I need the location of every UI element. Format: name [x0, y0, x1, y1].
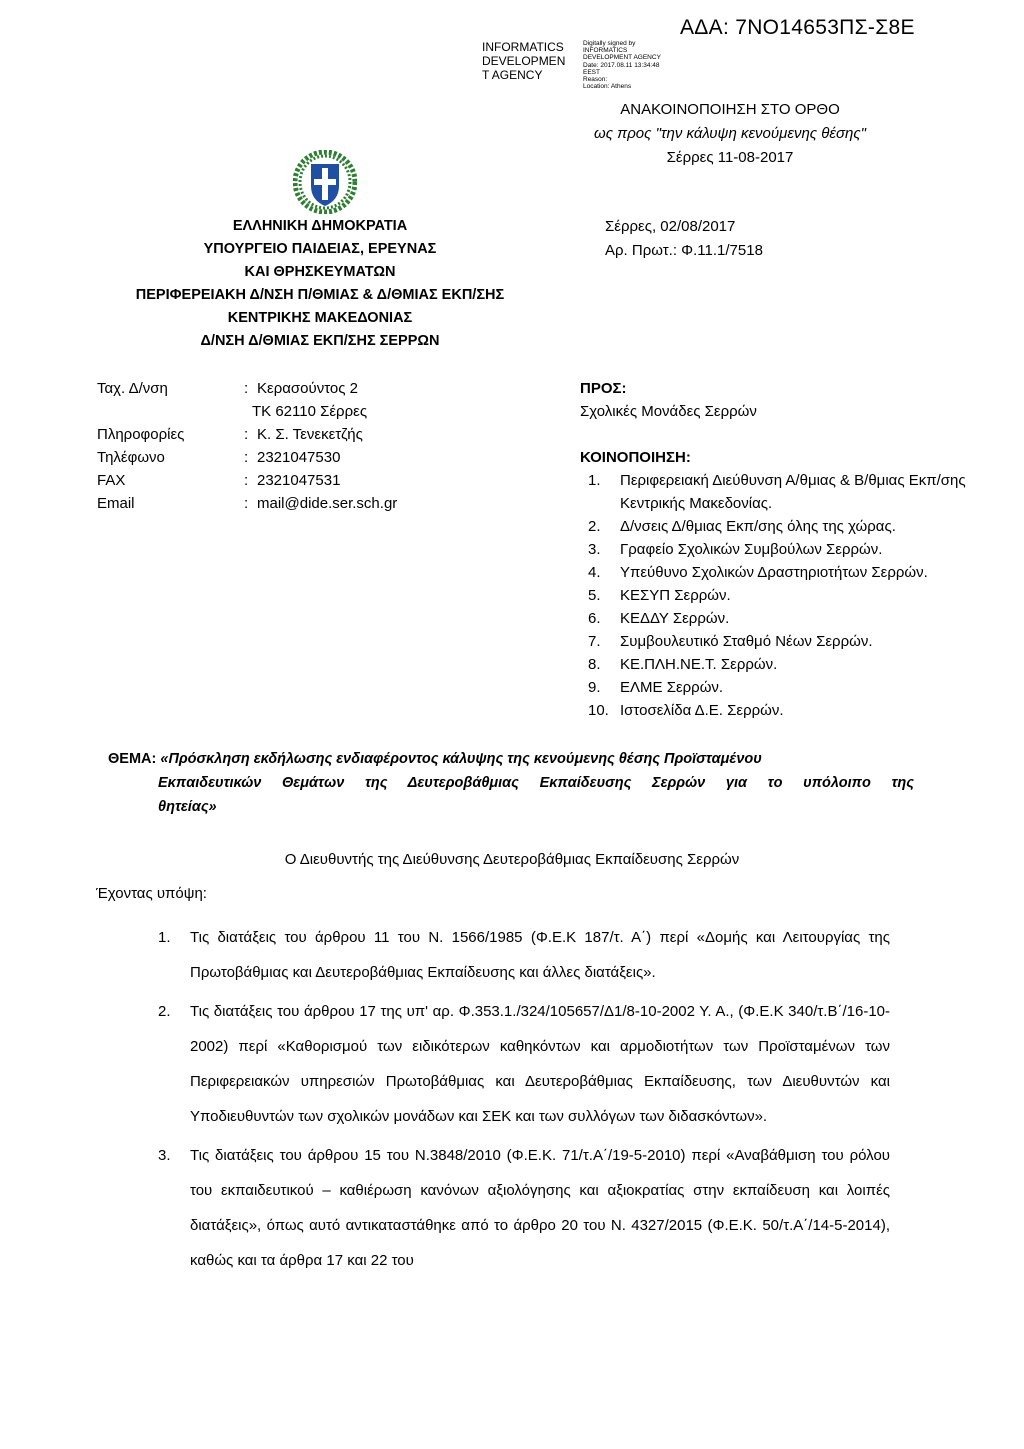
signature-meta-line: Reason: — [583, 76, 608, 84]
contact-email: mail@dide.ser.sch.gr — [257, 495, 398, 512]
cc-heading: ΚΟΙΝΟΠΟΙΗΣΗ: — [580, 449, 691, 466]
contact-value: Κ. Σ. Τενεκετζής — [257, 426, 363, 443]
subject-text-1: «Πρόσκληση εκδήλωσης ενδιαφέροντος κάλυψης της κενούμενης θέσης Προϊσταμένου — [160, 751, 762, 767]
contact-value: ΤΚ 62110 Σέρρες — [252, 403, 368, 420]
contact-label: Email — [97, 495, 135, 512]
list-item-text: Ιστοσελίδα Δ.Ε. Σερρών. — [620, 702, 784, 719]
list-item-text: ΚΕΔΔΥ Σερρών. — [620, 610, 730, 627]
having-heading: Έχοντας υπόψη: — [96, 885, 207, 902]
list-item-text: ΕΛΜΕ Σερρών. — [620, 679, 724, 696]
list-item — [580, 538, 980, 561]
document-date: Σέρρες, 02/08/2017 — [605, 218, 736, 235]
correction-line-3: Σέρρες 11-08-2017 — [666, 149, 794, 166]
director-line: Ο Διευθυντής της Διεύθυνσης Δευτεροβάθμιας Εκπαίδευσης Σερρών — [284, 851, 740, 868]
heading-line: ΚΑΙ ΘΡΗΣΚΕΥΜΑΤΩΝ — [244, 264, 396, 280]
contact-label: Πληροφορίες — [97, 426, 185, 443]
list-item-text: Περιφερειακή Διεύθυνση Α/θμιας & Β/θμιας Εκπ/σης Κεντρικής Μακεδονίας. — [620, 472, 966, 512]
list-item-number: 10. — [588, 702, 609, 719]
list-item-number: 1. — [588, 472, 601, 489]
list-item — [580, 469, 980, 515]
signature-meta-line: Location: Athens — [583, 83, 632, 91]
heading-line: ΠΕΡΙΦΕΡΕΙΑΚΗ Δ/ΝΣΗ Π/ΘΜΙΑΣ & Δ/ΘΜΙΑΣ ΕΚΠ/ΣΗΣ — [135, 287, 505, 303]
list-item-text: ΚΕΣΥΠ Σερρών. — [620, 587, 731, 604]
recipient-heading: ΠΡΟΣ: — [580, 380, 627, 397]
list-item-number: 4. — [588, 564, 601, 581]
list-item-number: 3. — [588, 541, 601, 558]
list-item — [580, 515, 980, 538]
list-item-text: ΚΕ.ΠΛΗ.ΝΕ.Τ. Σερρών. — [620, 656, 778, 673]
heading-line: ΚΕΝΤΡΙΚΗΣ ΜΑΚΕΔΟΝΙΑΣ — [227, 310, 413, 326]
list-item — [580, 561, 980, 584]
considerations-list — [158, 920, 890, 1282]
recipient-value: Σχολικές Μονάδες Σερρών — [580, 403, 757, 420]
list-item — [158, 1138, 890, 1278]
list-item-number: 6. — [588, 610, 601, 627]
list-item-number: 8. — [588, 656, 601, 673]
subject-line — [108, 747, 914, 771]
correction-line-1: ΑΝΑΚΟΙΝΟΠΟΙΗΣΗ ΣΤΟ ΟΡΘΟ — [620, 101, 840, 118]
subject-line — [108, 795, 914, 819]
subject-line — [108, 771, 914, 795]
list-item-text: Γραφείο Σχολικών Συμβούλων Σερρών. — [620, 541, 883, 558]
correction-line-2: ως προς "την κάλυψη κενούμενης θέσης" — [594, 125, 866, 142]
list-item-text: Τις διατάξεις του άρθρου 11 του Ν. 1566/1985 (Φ.Ε.Κ 187/τ. Α΄) περί «Δομής και Λειτουργίας της Πρωτοβάθμιας και Δευτεροβάθμιας Εκπαίδευσης και άλλες διατάξεις». — [190, 929, 890, 981]
signature-org-line: DEVELOPMEN — [482, 54, 566, 68]
heading-line: ΕΛΛΗΝΙΚΗ ΔΗΜΟΚΡΑΤΙΑ — [232, 218, 408, 234]
list-item-number: 2. — [588, 518, 601, 535]
contact-colon: : — [244, 380, 249, 397]
subject-block — [108, 747, 914, 819]
contact-colon: : — [244, 426, 249, 443]
list-item-number: 3. — [158, 1147, 171, 1164]
contact-value: Κερασούντος 2 — [257, 380, 358, 397]
list-item-number: 5. — [588, 587, 601, 604]
list-item-number: 1. — [158, 929, 171, 946]
date-reference — [605, 215, 763, 263]
subject-text-3: θητείας» — [158, 799, 217, 815]
heading-line: Δ/ΝΣΗ Δ/ΘΜΙΑΣ ΕΚΠ/ΣΗΣ ΣΕΡΡΩΝ — [200, 333, 440, 349]
contact-label: Ταχ. Δ/νση — [97, 380, 168, 397]
cc-list — [580, 469, 980, 722]
list-item — [158, 994, 890, 1134]
signature-org-line: T AGENCY — [482, 68, 543, 82]
list-item — [580, 584, 980, 607]
list-item-text: Τις διατάξεις του άρθρου 17 της υπ' αρ. Φ.353.1./324/105657/Δ1/8-10-2002 Υ. Α., (Φ.Ε.Κ 340/τ.Β΄/16-10-2002) περί «Καθορισμού των ειδικότερων καθηκόντων και αρμοδιοτήτων των Προϊσταμένων των Περιφερειακών υπηρεσιών Πρωτοβάθμιας και Δευτεροβάθμιας Εκπαίδευσης, των Διευθυντών και Υποδιευθυντών των σχολικών μονάδων και ΣΕΚ και των συλλόγων των διδασκόντων». — [190, 1003, 890, 1125]
signature-meta-line: Date: 2017.08.11 13:34:48 — [583, 61, 660, 69]
heading-line: ΥΠΟΥΡΓΕΙΟ ΠΑΙΔΕΙΑΣ, ΕΡΕΥΝΑΣ — [203, 241, 437, 257]
signature-meta-line: Digitally signed by — [583, 40, 636, 47]
signature-org-line: INFORMATICS — [482, 40, 564, 54]
contact-value: 2321047531 — [257, 472, 341, 489]
list-item-text: Συμβουλευτικό Σταθμό Νέων Σερρών. — [620, 633, 873, 650]
contact-colon: : — [244, 495, 249, 512]
contact-label: Τηλέφωνο — [97, 449, 165, 466]
list-item-text: Τις διατάξεις του άρθρου 15 του Ν.3848/2010 (Φ.Ε.Κ. 71/τ.Α΄/19-5-2010) περί «Αναβάθμιση του ρόλου του εκπαιδευτικού – καθιέρωση κανόνων αξιολόγησης και αξιοκρατίας στην εκπαίδευση και λοιπές διατάξεις», όπως αυτό αντικαταστάθηκε από το άρθρο 20 του Ν. 4327/2015 (Φ.Ε.Κ. 50/τ.Α΄/14-5-2014), καθώς και τα άρθρα 17 και 22 του — [190, 1147, 890, 1269]
list-item-number: 2. — [158, 1003, 171, 1020]
contact-colon: : — [244, 449, 249, 466]
recipient-block — [580, 377, 757, 423]
list-item-number: 7. — [588, 633, 601, 650]
list-item — [580, 607, 980, 630]
cc-block — [580, 446, 980, 722]
list-item — [580, 699, 980, 722]
contact-colon: : — [244, 472, 249, 489]
signature-meta-line: INFORMATICS — [583, 47, 628, 55]
issuing-authority-heading — [100, 215, 540, 353]
list-item — [580, 676, 980, 699]
list-item — [580, 630, 980, 653]
list-item-text: Δ/νσεις Δ/θμιας Εκπ/σης όλης της χώρας. — [620, 518, 896, 535]
protocol-number: Αρ. Πρωτ.: Φ.11.1/7518 — [605, 242, 763, 259]
correction-notice — [560, 98, 900, 170]
list-item — [580, 653, 980, 676]
list-item — [158, 920, 890, 990]
ada-code: ΑΔΑ: 7ΝΟ14653ΠΣ-Σ8Ε — [680, 16, 915, 39]
signature-org — [482, 40, 565, 82]
signature-meta-line: EEST — [583, 68, 600, 76]
signature-meta-line: DEVELOPMENT AGENCY — [583, 54, 661, 62]
contact-label: FAX — [97, 472, 126, 489]
list-item-number: 9. — [588, 679, 601, 696]
contact-value: 2321047530 — [257, 449, 341, 466]
list-item-text: Υπεύθυνο Σχολικών Δραστηριοτήτων Σερρών. — [620, 564, 928, 581]
signature-meta — [583, 40, 661, 90]
subject-label: ΘΕΜΑ: — [108, 751, 157, 767]
greek-coat-of-arms-icon — [293, 150, 357, 214]
subject-text-2: Εκπαιδευτικών Θεμάτων της Δευτεροβάθμιας Εκπαίδευσης Σερρών για το υπόλοιπο της — [158, 775, 914, 791]
